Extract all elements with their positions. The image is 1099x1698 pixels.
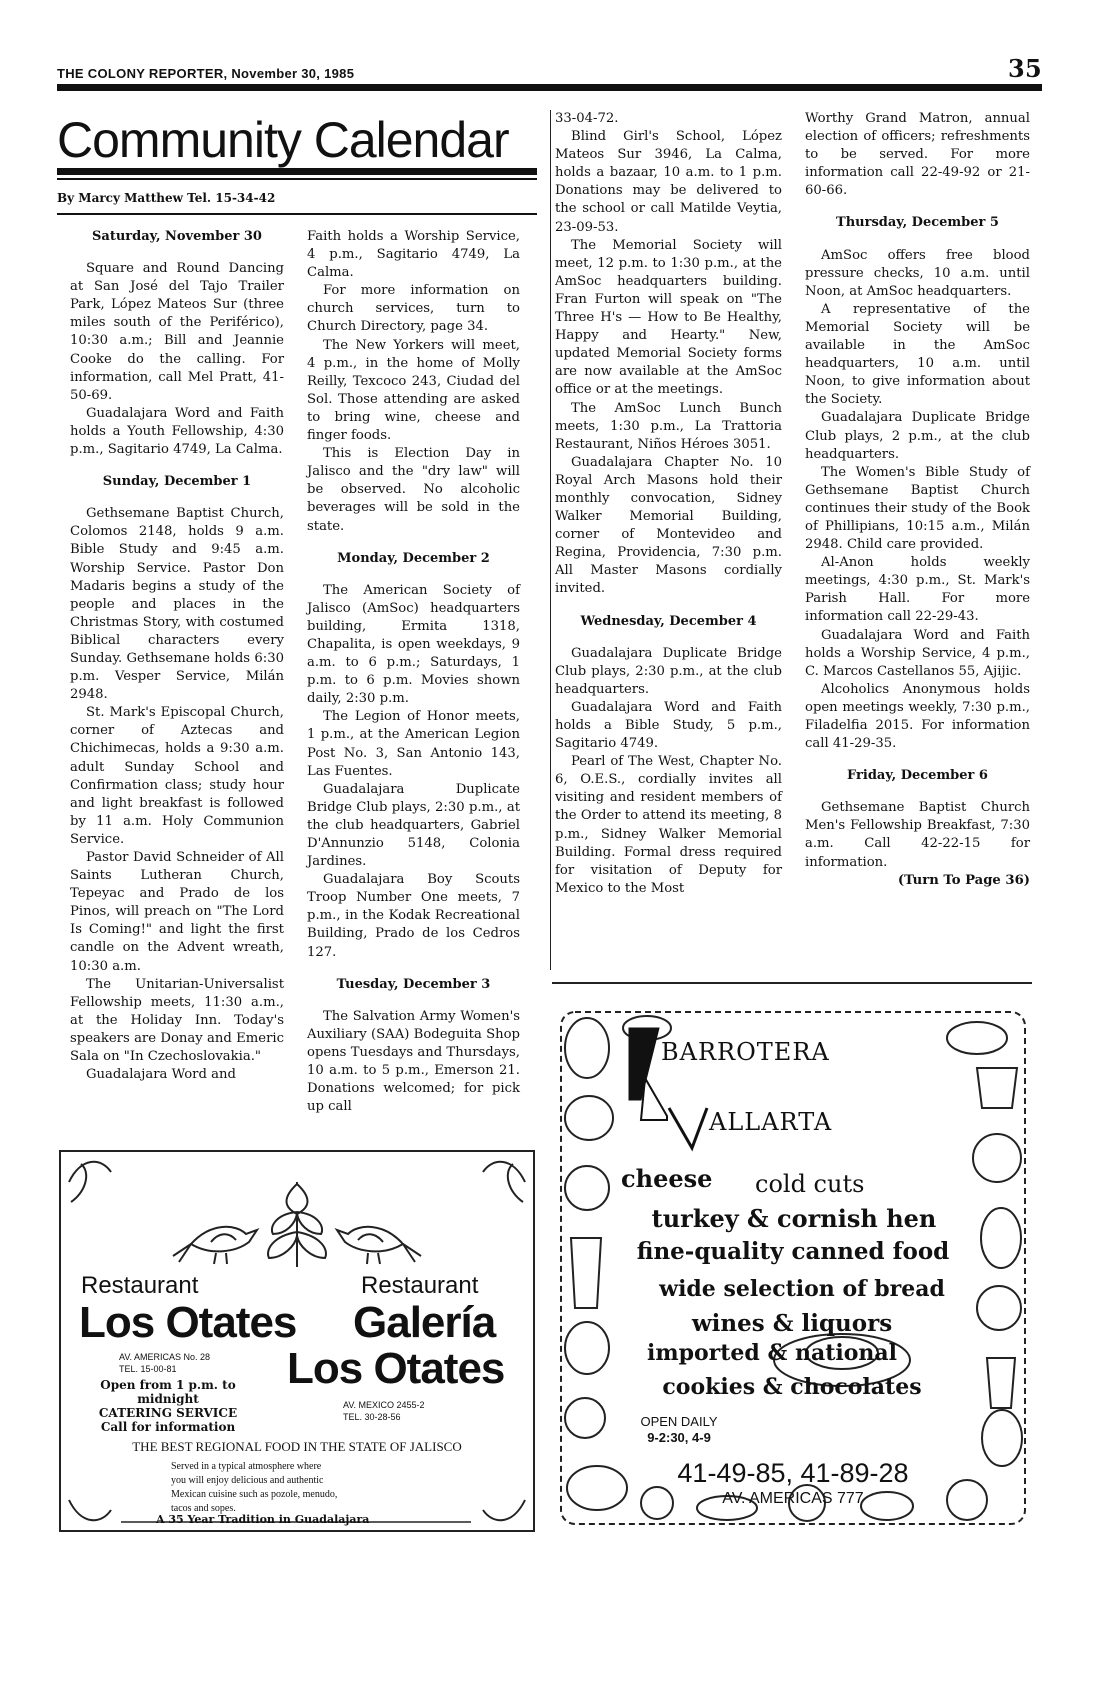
cup-icon	[977, 1068, 1017, 1108]
apple-icon	[565, 1398, 605, 1438]
right-restaurant-name-1: Galería	[353, 1298, 496, 1347]
grocery-ad	[557, 1008, 1029, 1528]
calendar-entry: For more information on church services, turn to Church Directory, page 34.	[307, 283, 520, 335]
calendar-entry: Pearl of The West, Chapter No. 6, O.E.S., cordially invites all visiting and resident members of the Order to attend its meeting, 8 p.m., Sidney Walker Memorial Building. Formal dress required for visitation of Deputy for Mexico to the Most	[555, 754, 782, 896]
calendar-entry: Faith holds a Worship Service, 4 p.m., Sagitario 4749, La Calma.	[307, 229, 520, 281]
ad-description-line: Served in a typical atmosphere where	[171, 1461, 322, 1472]
restaurant-ad	[59, 1150, 535, 1532]
calendar-entry: Guadalajara Word and Faith holds a Worship Service, 4 p.m., C. Marcos Castellanos 55, Ajijic.	[805, 627, 1030, 679]
day-heading: Saturday, November 30	[92, 229, 262, 244]
left-restaurant-hours-1: Open from 1 p.m. to	[100, 1378, 236, 1392]
calendar-entry: Guadalajara Boy Scouts Troop Number One meets, 7 p.m., in the Kodak Recreational Building, Prado de los Cedros 127.	[307, 872, 520, 960]
calendar-entry: The Salvation Army Women's Auxiliary (SAA) Bodeguita Shop opens Tuesdays and Thursdays, 10 a.m. to 5 p.m., Emerson 21. Donations welcomed; for pick up call	[307, 1008, 520, 1115]
open-label: OPEN DAILY	[640, 1414, 718, 1429]
day-heading: Friday, December 6	[847, 768, 988, 784]
pear-icon	[565, 1018, 609, 1078]
day-heading: Sunday, December 1	[102, 474, 252, 490]
ad-description-line: Mexican cuisine such as pozole, menudo,	[171, 1489, 338, 1500]
section-rule	[552, 982, 1032, 984]
calendar-entry: Guadalajara Word and Faith holds a Bible Study, 5 p.m., Sagitario 4749.	[555, 699, 782, 752]
day-heading: Wednesday, December 4	[580, 613, 757, 629]
product-canned: fine-quality canned food	[636, 1238, 950, 1265]
turn-to-page: (Turn To Page 36)	[897, 872, 1030, 888]
column-divider	[550, 110, 551, 970]
calendar-entry: Blind Girl's School, López Mateos Sur 3946, La Calma, holds a bazaar, 10 a.m. to 1 p.m. Donations may be delivered to the school or call Matilde Veytia, 23-09-53.	[555, 129, 782, 235]
left-restaurant-name: Los Otates	[79, 1298, 297, 1347]
calendar-entry: 33-04-72.	[555, 111, 619, 126]
calendar-entry: The Legion of Honor meets, 1 p.m., at the American Legion Post No. 3, San Antonio 143, Las Fuentes.	[307, 709, 520, 779]
title-rule	[57, 168, 537, 175]
calendar-entry: Guadalajara Duplicate Bridge Club plays, 2:30 p.m., at the club headquarters.	[555, 645, 782, 697]
logo-v-icon	[669, 1108, 707, 1148]
store-name-2: ALLARTA	[709, 1108, 833, 1136]
calendar-entry: Alcoholics Anonymous holds open meetings weekly, 7:30 p.m., Filadelfia 2015. For information call 41-29-35.	[805, 681, 1030, 752]
product-cookies: cookies & chocolates	[662, 1374, 922, 1400]
flourish-icon	[483, 1162, 525, 1202]
calendar-entry: Square and Round Dancing at San José del Tajo Trailer Park, López Mateos Sur (three miles south of the Periférico), 10:30 a.m.; Bill and Jeannie Cooke do the calling. For information, call Mel Pratt, 41-50-69.	[70, 261, 284, 403]
calendar-column-3	[555, 110, 782, 898]
calendar-column-2	[307, 228, 520, 1116]
title-rule-thin	[57, 178, 537, 180]
flourish-icon	[69, 1500, 111, 1520]
left-restaurant-address: AV. AMERICAS No. 28	[119, 1352, 211, 1362]
bowl-icon	[947, 1022, 1007, 1054]
calendar-entry: This is Election Day in Jalisco and the "dry law" will be observed. No alcoholic beverages will be sold in the state.	[307, 446, 520, 534]
bottle-icon	[987, 1358, 1015, 1408]
calendar-entry: Gethsemane Baptist Church, Colomos 2148, holds 9 a.m. Bible Study and 9:45 a.m. Worship Service. Pastor Don Madaris begins a study of the people and places in the Christmas Story, with costumed Biblical characters every Sunday. Gethsemane holds 6:30 p.m. Vesper Service, Milán 2948.	[70, 506, 284, 703]
flourish-icon	[483, 1500, 525, 1520]
store-phones: 41-49-85, 41-89-28	[677, 1458, 909, 1488]
calendar-entry: The Women's Bible Study of Gethsemane Baptist Church continues their study of the Book of Phillipians, 10:15 a.m., Milán 2948. Child care provided.	[805, 464, 1030, 553]
right-restaurant-address: AV. MEXICO 2455-2	[343, 1400, 425, 1410]
orange-icon	[565, 1166, 609, 1210]
page-title: Community Calendar	[57, 112, 509, 168]
byline-rule	[57, 213, 537, 215]
left-restaurant-hours-2: midnight	[137, 1392, 199, 1406]
left-restaurant-label: Restaurant	[81, 1272, 199, 1299]
product-cheese: cheese	[621, 1164, 713, 1193]
ad-tagline: THE BEST REGIONAL FOOD IN THE STATE OF JALISCO	[132, 1439, 462, 1454]
day-heading: Tuesday, December 3	[336, 976, 491, 992]
calendar-column-1	[70, 228, 284, 1084]
calendar-entry: Guadalajara Word and	[86, 1067, 236, 1083]
bird-icon	[337, 1227, 421, 1264]
calendar-entry: St. Mark's Episcopal Church, corner of Aztecas and Chichimecas, holds a 9:30 a.m. adult Sunday School and Confirmation class; study hour and light breakfast is followed by 11 a.m. Holy Communion Service.	[70, 705, 284, 847]
product-cold-cuts: cold cuts	[755, 1170, 865, 1198]
product-imported: imported & national	[646, 1340, 898, 1366]
product-turkey: turkey & cornish hen	[651, 1204, 937, 1233]
grocery-ad-border	[557, 1008, 1029, 1528]
page-number: 35	[1008, 54, 1042, 83]
left-restaurant-call: Call for information	[100, 1420, 236, 1434]
day-heading: Thursday, December 5	[836, 215, 999, 231]
day-heading: Monday, December 2	[337, 550, 490, 566]
calendar-column-4	[805, 110, 1030, 890]
calendar-entry: Al-Anon holds weekly meetings, 4:30 p.m., St. Mark's Parish Hall. For more information call 22-29-43.	[805, 555, 1030, 625]
calendar-entry: The American Society of Jalisco (AmSoc) headquarters building, Ermita 1318, Chapalita, is open weekdays, 9 a.m. to 6 p.m.; Saturdays, 1 p.m. to 6 p.m. Movies shown daily, 2:30 p.m.	[307, 582, 520, 707]
calendar-entry: The Unitarian-Universalist Fellowship meets, 11:30 a.m., at the Holiday Inn. Today's speakers are Donay and Emeric Sala on "In Czechoslovakia."	[70, 976, 284, 1065]
ad-description-line: tacos and sopes.	[171, 1503, 236, 1514]
calendar-entry: Guadalajara Word and Faith holds a Youth Fellowship, 4:30 p.m., Sagitario 4749, La Calma.	[70, 405, 284, 458]
product-wines: wines & liquors	[691, 1310, 893, 1337]
tree-icon	[268, 1182, 326, 1267]
calendar-entry: The AmSoc Lunch Bunch meets, 1:30 p.m., La Trattoria Restaurant, Niños Héroes 3051.	[555, 400, 782, 452]
bird-icon	[173, 1227, 257, 1264]
store-address: AV. AMERICAS 777	[722, 1490, 864, 1507]
calendar-entry: Guadalajara Duplicate Bridge Club plays, 2:30 p.m., at the club headquarters, Gabriel D'Annunzio 5148, Colonia Jardines.	[307, 781, 520, 870]
calendar-entry: Worthy Grand Matron, annual election of officers; refreshments to be served. For more information call 22-49-92 or 21-60-66.	[805, 111, 1030, 199]
calendar-entry: The New Yorkers will meet, 4 p.m., in the home of Molly Reilly, Texcoco 243, Ciudad del Sol. Those attending are asked to bring wine, cheese and finger foods.	[307, 337, 520, 444]
ad-tradition: A 35 Year Tradition in Guadalajara	[156, 1513, 370, 1526]
calendar-entry: Gethsemane Baptist Church Men's Fellowship Breakfast, 7:30 a.m. Call 42-22-15 for information.	[805, 800, 1030, 870]
masthead-rule	[57, 84, 1042, 91]
open-hours: 9-2:30, 4-9	[647, 1430, 711, 1445]
calendar-entry: Guadalajara Duplicate Bridge Club plays, 2 p.m., at the club headquarters.	[805, 410, 1030, 462]
calendar-entry: Guadalajara Chapter No. 10 Royal Arch Masons hold their monthly convocation, Sidney Walker Memorial Building, corner of Montevideo and Regina, Providencia, 7:30 p.m. All Master Masons cordially invited.	[555, 454, 782, 597]
left-restaurant-tel: TEL. 15-00-81	[119, 1364, 177, 1374]
right-restaurant-tel: TEL. 30-28-56	[343, 1412, 401, 1422]
flourish-icon	[69, 1162, 111, 1202]
cabbage-icon	[973, 1134, 1021, 1182]
product-bread: wide selection of bread	[659, 1276, 945, 1302]
right-restaurant-label: Restaurant	[361, 1272, 479, 1299]
calendar-entry: Pastor David Schneider of All Saints Lutheran Church, Tepeyac and Prado de los Pinos, will preach on "The Lord Is Coming!" and light the first candle on the Advent wreath, 10:30 a.m.	[70, 850, 284, 974]
left-restaurant-catering: CATERING SERVICE	[98, 1406, 238, 1420]
calendar-entry: The Memorial Society will meet, 12 p.m. to 1:30 p.m., at the AmSoc headquarters building. Fran Furton will speak on "The Three H's — How to Be Healthy, Happy and Hearty." New, updated Memorial Society forms are now available at the AmSoc office or at the meetings.	[555, 237, 782, 398]
store-name-1: BARROTERA	[661, 1038, 830, 1066]
ad-description-line: you will enjoy delicious and authentic	[171, 1475, 324, 1486]
melon-icon	[565, 1096, 613, 1140]
right-restaurant-name-2: Los Otates	[287, 1344, 505, 1393]
calendar-entry: A representative of the Memorial Society will be available in the AmSoc headquarters, 10 a.m. until Noon, to give information about the Society.	[805, 301, 1030, 408]
masthead-text: THE COLONY REPORTER, November 30, 1985	[57, 66, 355, 81]
calendar-entry: AmSoc offers free blood pressure checks, 10 a.m. until Noon, at AmSoc headquarters.	[805, 247, 1030, 299]
ad-description	[171, 1460, 431, 1516]
masthead	[57, 54, 1042, 83]
byline: By Marcy Matthew Tel. 15-34-42	[57, 191, 276, 205]
